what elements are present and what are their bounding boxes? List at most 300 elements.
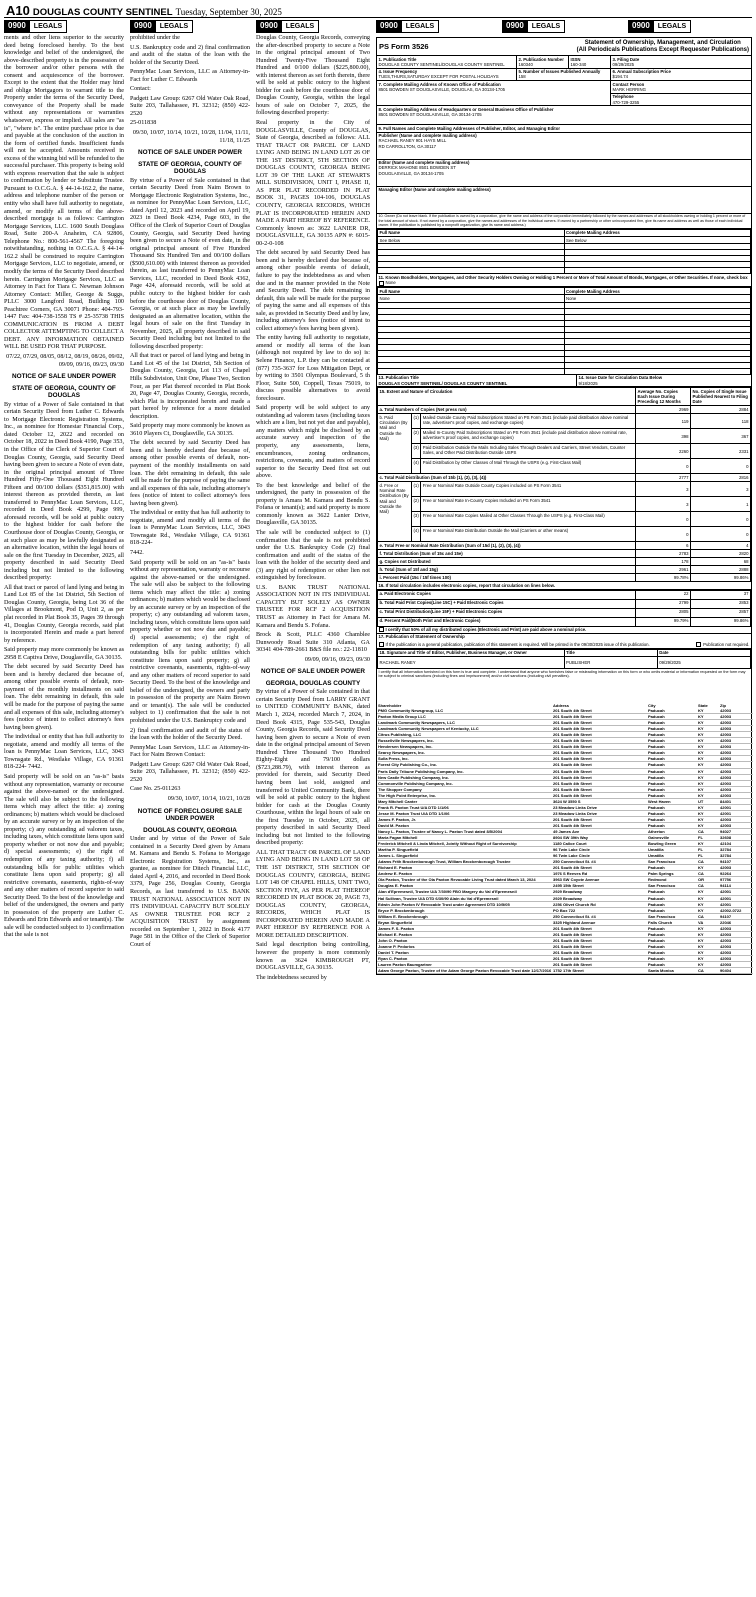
notice-paragraph: Douglas County, Georgia Records, conveying the after-described property to secure a Note in the original principal amount of Two Hundred Twenty-Five Thousand Eight Hundred and 0/100 dollars ($225,800.00), with interest thereon as set forth therein, there will be sold at public outcry to the highest bidder for cash before the courthouse door of Douglas County, Georgia, within the legal hours of sale on October 7, 2025, the following described property: [256, 35, 370, 117]
shareholder-address: 201 South 4th Street [552, 822, 647, 828]
shareholder-city: Paducah [647, 822, 697, 828]
shareholder-name: Adams Frith Brockenborough Trust, William Brockenborough Trustee [377, 859, 552, 865]
shareholder-address: 250 Connecticut St. #4 [552, 913, 647, 919]
column-heading: Address [553, 703, 570, 709]
circulation-row [378, 550, 751, 558]
circulation-row [378, 482, 751, 497]
form-subtitle: (All Periodicals Publications Except Requester Publications) [576, 46, 749, 53]
shareholder-state: KY [697, 816, 719, 822]
shareholder-city: Paducah [647, 943, 697, 949]
shareholder-state: KY [697, 768, 719, 774]
shareholder-address: 201 South 4th Street [552, 786, 647, 792]
line-label: a. Paid Electronic Copies [378, 590, 636, 599]
shareholder-zip: 94027 [719, 829, 753, 835]
single-issue-copies: 0 [691, 527, 751, 542]
shareholder-name: Citrus Publishing, LLC [377, 732, 552, 738]
shareholder-state: CA [697, 968, 719, 974]
shareholder-address: 201 South 4th Street [552, 962, 647, 968]
shareholder-zip: 42003 [719, 726, 753, 732]
shareholder-address: 201 South 4th Street [552, 756, 647, 762]
notice-paragraph: Padgett Law Group: 6267 Old Water Oak Road, Suite 203, Tallahassee, FL 32312; (850) 422-2520 [130, 761, 250, 783]
shareholder-zip: 42003 [719, 774, 753, 780]
shareholder-address: 201 South 4th Street [552, 750, 647, 756]
notice-paragraph: Said property may more commonly be known as 2958 E Captiva Drive, Douglasville, GA 30135. [4, 647, 124, 661]
shareholder-state: KY [697, 889, 719, 895]
shareholder-city: Paducah [647, 780, 697, 786]
column-text [256, 35, 370, 982]
circulation-row [378, 459, 751, 474]
notice-paragraph: The debt secured by said Security Deed has been and is hereby declared due because of, among other possible events of default, failure to pay the indebtedness as and when due and in the manner provided in the Note and Security Deed. The debt remaining in default, this sale will be made for the purpose of paying the same and all expenses of this sale, as provided in Security Deed and by law, including attorney's fees (notice of intent to collect attorney's fees having been given). [256, 250, 370, 332]
shareholder-state: KY [697, 949, 719, 955]
notice-paragraph: Said legal description being controlling, however the property is more commonly known as 3624 KIMBROUGH PT, DOUGLASVILLE, GA 30135. [256, 942, 370, 972]
shareholder-name: Hendersen Newspapers, Inc. [377, 744, 552, 750]
shareholder-city: Paducah [647, 962, 697, 968]
notice-paragraph: 25-011838 [130, 120, 157, 127]
managing-editor: Managing Editor (Name and complete mailing address) [378, 187, 491, 193]
line-label: Mailed Outside County Paid Subscriptions Stated on PS Form 3541 (include paid distribution above nominal rate, advertiser's proof copies, and exchange copies) [421, 414, 636, 429]
shareholder-state: FL [697, 853, 719, 859]
shareholder-name: James L. Singuefield [377, 853, 552, 859]
single-issue-copies: 68 [691, 558, 751, 566]
line-label: c. Total Paid Distribution (Sum of 15b (1), (2), (3), (4)) [378, 474, 636, 482]
shareholder-name: Bryce P. Brockenbrough [377, 907, 552, 913]
shareholder-address: 201 South 4th Street [552, 720, 647, 726]
shareholder-zip: 32784 [719, 853, 753, 859]
line-label: c. Total Print Distribution(Line 15F) + Paid Electronic Copies [378, 608, 636, 617]
electronic-row [378, 599, 751, 608]
shareholder-zip: 42003 [719, 732, 753, 738]
headquarters-address: 8501 BOWDEN ST DOUGLASVILLE, GA 30134-1705 [378, 112, 482, 118]
owner-name: See Below [378, 237, 565, 244]
shareholder-address: 201 South 4th Street [552, 708, 647, 714]
shareholder-name: Maria Fagan Mitchell [377, 835, 552, 841]
signer-name: RACHAEL RANEY [378, 656, 565, 668]
average-copies: 2969 [636, 406, 691, 414]
shareholder-city: Redmond [647, 877, 697, 883]
shareholder-state: KY [697, 720, 719, 726]
electronic-row [378, 608, 751, 617]
shareholder-name: David M. Paxton [377, 822, 552, 828]
run-dates: 09/30, 10/07, 10/14, 10/21, 10/28, 11/04, 11/11, 11/18, 11/25 [132, 130, 250, 144]
shareholder-zip: 42003 [719, 786, 753, 792]
average-copies: 178 [636, 558, 691, 566]
shareholder-zip: 42001 [719, 810, 753, 816]
shareholder-zip: 90404 [719, 968, 753, 974]
masthead-rule [4, 17, 752, 18]
notice-heading: NOTICE OF FORECLOSURE SALE UNDER POWER [137, 807, 243, 823]
form-number: PS Form 3526 [379, 41, 429, 51]
issn: 160-340 [570, 61, 587, 67]
shareholder-zip: 42003 [719, 780, 753, 786]
shareholder-address: 201 South 4th Street [552, 955, 647, 961]
shareholder-zip: 42003 [719, 955, 753, 961]
shareholder-name: Douglas E. Paxton [377, 883, 552, 889]
column-text [4, 35, 124, 940]
notice-paragraph: ments and other liens superior to the security deed being foreclosed hereby. To the best knowledge and belief of the undersigned, the above-described property is in the possession of the borrower and/or other persons with the consent and acquiescence of the borrower. Except to the extent that the Holder may hind and oblige Mortgagors to warrant title to the Property under the terms of the Security Deed, conveyance of the Property shall be made without any representations or warranties whatsoever, express or implied. All sales are "as is", "where is". The entire purchase price is due and payable at the conclusion of the auction in the form of certified funds. Insufficient funds will not be accepted. Amounts received in excess of the winning bid will be refunded to the successful purchaser. This property is being sold with express reservation that the sale is subject to confirmation by lender or Substitute Trustee. Pursuant to O.C.G.A. § 44-14-162.2, the name, address and telephone number of the person or entity who shall have full authority to negotiate, amend, or modify all terms of the above-described mortgage is as follows: Carrington Mortgage Services, LLC. 1600 South Douglass Road, Suite 200-A Anaheim, CA 92806, Telephone No.: 800-561-4567 The foregoing notwithstanding, nothing in O.C.G.A. § 44-14-162.2 shall be construed to require Carrington Mortgage Services, LLC to negotiate, amend, or modify the terms of the Security Deed described herein. Carrington Mortgage Services, LLC as Attorney in Fact for Tiara C. Newman Johnson Attorney Contact: Miller, George & Suggs, PLLC 3000 Langford Road, Building 100 Peachtree Corners, GA 30071 Phone: 404-793-1447 Fax: 404-738-1558 TS # 25-35738 THIS COMMUNICATION IS FROM A DEBT COLLECTOR ATTEMPTING TO COLLECT A DEBT. ANY INFORMATION OBTAINED WILL BE USED FOR THAT PURPOSE. [4, 35, 124, 351]
shareholder-name: Jesse M. Paxton Trust U/A DTD 1/1/06 [377, 810, 552, 816]
shareholder-zip: 42003 [719, 949, 753, 955]
publication-not-required-checkbox [696, 642, 701, 647]
shareholder-state: KY [697, 750, 719, 756]
shareholder-address: 2256 Olivet Church Rd [552, 901, 647, 907]
shareholder-address: 96 Twin Lake Circle [552, 847, 647, 853]
shareholder-zip: 42003 [719, 744, 753, 750]
shareholder-city: Bowling Green [647, 841, 697, 847]
single-issue-copies: 2853 [691, 599, 751, 608]
line-number: (1) [412, 414, 421, 429]
contact-person: MARK HERRING [612, 86, 646, 92]
shareholder-zip: 32608 [719, 835, 753, 841]
publication-name: DOUGLAS COUNTY SENTINEL [32, 7, 173, 18]
single-issue-copies: 4 [691, 542, 751, 550]
shareholder-zip: 32784 [719, 847, 753, 853]
shareholder-city: Paducah [647, 714, 697, 720]
shareholder-city: Paducah [647, 865, 697, 871]
circulation-row [378, 497, 751, 512]
line-number: (4) [412, 459, 421, 474]
circulation-row [378, 414, 751, 429]
notice-paragraph: Real property in the City of DOUGLASVILLE, County of DOUGLAS, State of Georgia, described as follows: ALL THAT TRACT OR PARCEL OF LAND LYING AND BEING IN LAND LOT 26 OF THE 1ST DISTRICT, 5TH SECTION OF DOUGLAS COUNTY, GEORGIA BEING LOT 39 OF THE LAKE AT STEWARTS MILL SUBDIVISION, UNIT I, PHASE II, AS PER PLAT RECORDED IN PLAT BOOK 31, PAGES 104-106, DOUGLAS COUNTY, GEORGIA RECORDS, WHICH PLAT IS INCORPORATED HEREIN AND MADE A PART HEREOF BY REFERENCE. Commonly known as: 3622 LANIER DR, DOUGLASVILLE, GA 30135 APN #: 6015-00-2-0-108 [256, 120, 370, 247]
line-label: Free or Nominal Rate Copies Mailed at Other Classes Through the USPS (e.g. First-Class Mail) [421, 512, 636, 527]
shareholder-address: 201 South 4th Street [552, 816, 647, 822]
column-heading: Shareholder [378, 703, 402, 709]
shareholder-name: Alan d'Epremesnil, Trustee U/A 7/30/90 FBO Margery du Val d'Epremesnil [377, 889, 552, 895]
shareholder-zip: 97756 [719, 877, 753, 883]
shareholder-name: Richard E. Paxton [377, 865, 552, 871]
shareholder-state: KY [697, 937, 719, 943]
shareholder-state: KY [697, 895, 719, 901]
shareholder-zip: 42003 [719, 925, 753, 931]
single-issue-copies: 367 [691, 429, 751, 444]
shareholder-city: Paducah [647, 804, 697, 810]
shareholder-state: CA [697, 829, 719, 835]
single-issue-copies: 99.86% [691, 617, 751, 626]
shareholder-address: 3624 W 3550 S [552, 798, 647, 804]
line-label: h. Total (Sum of 15f and 15g) [378, 566, 636, 574]
notice-heading: GEORGIA, DOUGLAS COUNTY [265, 679, 361, 687]
shareholder-state: VA [697, 919, 719, 925]
single-issue-copies: 2820 [691, 550, 751, 558]
shareholder-city: Paducah [647, 810, 697, 816]
column-text [130, 35, 250, 949]
shareholder-name: Commonville Publishing Company, Inc. [377, 780, 552, 786]
notice-heading: NOTICE OF SALE UNDER POWER [137, 149, 243, 157]
average-copies: 22 [636, 590, 691, 599]
shareholder-city: Paducah [647, 925, 697, 931]
line-label: g. Copies not Distributed [378, 558, 636, 566]
shareholder-state: KY [697, 810, 719, 816]
shareholder-zip: 42003 [719, 865, 753, 871]
run-dates: 07/22, 07/29, 08/05, 08/12, 08/19, 08/26, 09/02, 09/09, 09/16, 09/23, 09/30 [6, 353, 124, 368]
run-dates: 09/30, 10/07, 10/14, 10/21, 10/28 [167, 795, 250, 802]
shareholder-state: KY [697, 907, 719, 913]
notice-paragraph: By virtue of a Power of Sale contained in that certain Security Deed from LARRY GRANT to UNITED COMMUNITY BANK, dated March 1, 2024, recorded March 7, 2024, in Deed Book 4315, Page 535-543, Douglas County, Georgia Records, said Security Deed having been given to secure a Note of even date in the original principal amount of Seven Hundred Three Thousand Two Hundred Eighty-Eight and 79/100 dollars ($723,288.79), with interest thereon as provided for therein, said Security Deed having been last sold, assigned and transferred to United Community Bank, there will be sold at public outcry to the highest bidder for cash at the Douglas County Courthouse, within the legal hours of sale on the first Tuesday in October, 2025, all property described in said Security Deed including but not limited to the following described property: [256, 689, 370, 847]
shareholder-name: Nancy L. Paxton, Trustee of Nancy L. Paxton Trust dated 8/5/2004 [377, 829, 552, 835]
shareholder-zip: 94107 [719, 913, 753, 919]
average-copies: 2805 [636, 608, 691, 617]
shareholder-address: 1752 17th Street [552, 968, 647, 974]
single-issue-copies: 2888 [691, 566, 751, 574]
notice-paragraph: The debt secured by said Security Deed has been and is hereby declared due because of, among other possible events of default, non-payment of the monthly installments on said loan. The debt remaining in default, this sale will be made for the purpose of paying the same and all expenses of this sale, including attorney's fees (notice of intent to collect attorney's fees having been given). [130, 440, 250, 507]
ps-form-3526: PS Form 3526 Statement of Ownership, Management, and Circulation (All Periodicals Publications Except Requester Publications) 1. Publication Title DOUGLAS COUNTY SENTINEL/DOUGLAS COUNTY SENTINEL 2. Publication Number 160340 ISSN 160-340 3. Filing Date 09/29/2025 4. Issue Frequency TUES,THURS,SATURDAY EXCEPT FOR POSTAL HOLIDAYS 5. Number of Issues Published Annually 158 6. Annual Subscription Price $194.74 7. Complete Mailing Address of Known Office of Publication 8501 BOWDEN ST DOUGLASVILLE, DOUGLAS, GA 30134-1705 Contact Person MARK HERRING Telephone 470-729-3255 8. Complete Mailing Address of Headquarters or General Business Office of Publisher 8501 BOWDEN ST DOUGLASVILLE, GA 30134-1705 9. Full Names and Complete Mailing Addresses of Publisher, Editor, and Managing Editor Publisher (Name and complete mailing address) RACHAEL RANEY 901 HAYS MILL RD CARROLLTON, GA 30117 Editor (Name and complete mailing address) DERRICK MAHONE 8501 BOWDEN ST DOUGLASVILLE, GA 30134-1705 Managing Editor (Name and complete mailing address) 10. Owner (Do not leave blank. If the publication is owned by a corporation, give the name and address of the corporation immediately followed by the names and addresses of all stockholders owning or holding 1 percent or more of the total amount of stock. If not owned by a corporation, give the names and addresses of the individual owners. If owned by a partnership or other unincorporated firm, give its name and address as well as those of each individual owner. If the publication is published by a nonprofit organization, give its name and address.) Full Name Complete Mailing Address See Below See Below 11. Known Bondholders, Mortgagees, and Other Security Holders Owning or Holding 1 Percent or More of Total Amount of Bonds, Mortgages, or Other Securities. If none, check box None Full Name Complete Mailing Address None None 13. Publication Title DOUGLAS COUNTY SENTINEL/ DOUGLAS COUNTY SENTINEL 14. Issue Date for Circulation Data Below 9/18/2025 15. Extent and Nature of Circulation Average No. Copies Each Issue During Preceding 12 Months No. Copies of Single Issue Published Nearest to Filing Date a. Total Numbers of Copies (Net press run) 2969 2884 b. Paid Circulation (By Mail and Outside the Mail) (1) Mailed Outside County Paid Subscriptions Stated on PS Form 3541 (include paid distribution above nominal rate, advertiser's proof copies, and exchange copies) 119 118 (2) Mailed In-County Paid Subscriptions Stated on PS Form 3541 (include paid distribution above nominal rate, advertiser's proof copies, and exchange copies) 398 367 (3) Paid Distribution Outside the Mails Including Sales Through Dealers and Carriers, Street Vendors, Counter Sales, and Other Paid Distribution Outside USPS 2260 2331 (4) Paid Distribution by Other Classes of Mail Through the USPS (e.g. First-Class Mail) 0 0 c. Total Paid Distribution (Sum of 15b (1), (2), (3), (4)) 2777 2816 d. Free or Nominal Rate Distribution (By Mail and Outside the Mail) (1) Free or Nominal Rate Outside County Copies included on PS Form 3541 3 3 (2) Free or Nominal Rate In-County Copies Included on PS Form 3541 3 1 (3) Free or Nominal Rate Copies Mailed at Other Classes Through the USPS (e.g. First-Class Mail) 0 0 (4) Free or Nominal Rate Distribution Outside the Mail (Carriers or other means) 0 0 e. Total Free or Nominal Rate Distribution (Sum of 15d (1), (2), (3), (4)) 6 4 f. Total Distribution (Sum of 15c and 15e) 2783 2820 g. Copies not Distributed 178 68 h. Total (Sum of 15f and 15g) 2961 2888 i. Percent Paid (15c / 15f times 100) 99.78% 99.86% 16. If total circulation includes electronic copies, report that circulation on lines below. a. Paid Electronic Copies 22 37 b. Total Paid Print Copies(Line 15C) + Paid Electronic Copies 2799 2853 c. Total Print Distribution(Line 15F) + Paid Electronic Copies 2805 2857 d. Percent Paid(Both Print and Electronic Copies) 99.79% 99.86% I certify that 50% of all my distributed copies (Electronic and Print) are paid above a nominal price. 17. Publication of Statement of Ownership If the publication is a general publication, publication of this statement is required. Will be printed in the 09/30/2025 issue of this publication. Publication not required. 18. Signature and Title of Editor, Publisher, Business Manager, or Owner Title Date RACHAEL RANEY PUBLISHER 09/29/2025 I certify that all information furnished on this form is true and complete. I understand that anyone who furnishes false or misleading information on this form or who omits material or information requested on the form may be subject to criminal sanctions (including fines and imprisonment) and/or civil sanctions (including civil penalties). Shareholder Address City State Zip PMG Community Newsgroup, LLC 201 South 4th Street Paducah KY 42003 Paxton Media Group LLC 201 South 4th Street Paducah KY 42003 Landmark Community Newspapers, LLC 201 South 4th Street Paducah KY 42003 Landmark Community Newspapers of Kentucky, LLC 201 South 4th Street Paducah KY 42003 Citrus Publishing, LLC 201 South 4th Street Paducah KY 42003 Russellville Newspapers, Inc. 201 South 4th Street Paducah KY 42003 Hendersen Newspapers, Inc. 201 South 4th Street Paducah KY 42003 Searcy Newspapers, Inc. 201 South 4th Street Paducah KY 42003 Sulla Press, Inc. 201 South 4th Street Paducah KY 42003 Forest City Publishing Co., Inc. 201 South 4th Street Paducah KY 42003 Paris Daily Tribune Publishing Company, Inc. 201 South 4th Street Paducah KY 42003 New Castle Publishing Company, Inc. 201 South 4th Street Paducah KY 42003 Commonville Publishing Company, Inc. 201 South 4th Street Paducah KY 42003 The Shopper Company 201 South 4th Street Paducah KY 42003 The High Point Enterprise, Inc. 201 South 4th Street Paducah KY 42003 Mary Mitchell Canter 3624 W 3550 S West Haven UT 84401 Frank R. Paxton Trust U/A DTD 1/1/06 23 Meadow Links Drive Paducah KY 42001 Jesse M. Paxton Trust U/A DTD 1/1/06 23 Meadow Links Drive Paducah KY 42001 James F. Paxton, Jr. 201 South 4th Street Paducah KY 42003 David M. Paxton 201 South 4th Street Paducah KY 42003 Nancy L. Paxton, Trustee of Nancy L. Paxton Trust dated 8/5/2004 49 James Ave Atherton CA 94027 Maria Fagan Mitchell 8904 SW 39th Way Gainesville FL 32608 Frederick Mitchell & Linda Mitchell, Jointly Without Right of Survivorship 1180 Calloe Court Bowling Green KY 42104 Martha P. Singuefield 96 Twin Lake Circle Umatilla FL 32784 James L. Singuefield 96 Twin Lake Circle Umatilla FL 32784 Adams Frith Brockenborough Trust, William Brockenborough Trustee 250 Connecticut St. #4 San Francisco CA 94107 Richard E. Paxton 201 South 4th Street Paducah KY 42003 Andrew E. Paxton 1976 S Reeves Rd Palm Springs CA 92264 Ola Paxton, Trustee of the Ola Paxton Revocable Living Trust dated March 13, 2024 3963 SW Coyote Avenue Redmond OR 97756 Douglas E. Paxton 2495 15th Street San Francisco CA 94114 Alan d'Epremesnil, Trustee U/A 7/30/90 FBO Margery du Val d'Epremesnil 2929 Broadway Paducah KY 42001 Hal Sullivan, Trustee U/A DTD 6/30/90 Alain du Val d'Epremesnil 2929 Broadway Paducah KY 42001 Edwin John Paxton IV Revocable Trust under Agreement DTD 10/5/05 2256 Olivet Church Rd Paducah KY 42001 Bryce P. Brockenbrough PO Box 722 Paducah KY 42002-0722 William E. Brockenbrough 250 Connecticut St. #4 San Francisco CA 94107 Bryan Singuefield 3325 Highland Avenue Falls Church VA 22046 James F. S. Paxton 201 South 4th Street Paducah KY 42003 Michael E. Paxton 201 South 4th Street Paducah KY 42003 John O. Paxton 201 South 4th Street Paducah KY 42003 Joanne P. Pedorios 201 South 4th Street Paducah KY 42003 Daniel T. Paxton 201 South 4th Street Paducah KY 42003 Ryan C. Paxton 201 South 4th Street Paducah KY 42003 Lauren Paxton Baumgartner 201 South 4th Street Paducah KY 42003 Adam George Paxton, Trustee of the Adam George Paxton Revocable Trust date 12/17/2016 1752 17th Street Santa Monica CA 90404 [376, 37, 752, 975]
shareholder-name: Edwin John Paxton IV Revocable Trust under Agreement DTD 10/5/05 [377, 901, 552, 907]
editor: DERRICK MAHONE 8501 BOWDEN ST DOUGLASVILLE, GA 30134-1705 [378, 165, 456, 176]
notice-paragraph: prohibited under the [130, 35, 180, 41]
publication-title: DOUGLAS COUNTY SENTINEL/DOUGLAS COUNTY SENTINEL [378, 61, 505, 67]
shareholder-name: New Castle Publishing Company, Inc. [377, 774, 552, 780]
shareholder-zip: 42003 [719, 792, 753, 798]
notice-paragraph: Case No. 25-011263 [130, 786, 181, 793]
notice-paragraph: Contact: [130, 86, 151, 93]
shareholder-zip: 42003 [719, 822, 753, 828]
line-label: d. Percent Paid(Both Print and Electronic Copies) [378, 617, 636, 626]
shareholder-city: San Francisco [647, 883, 697, 889]
notice-paragraph: 2) final confirmation and audit of the status of the loan with the holder of the Security Deed. [130, 727, 250, 742]
shareholder-name: Ryan C. Paxton [377, 955, 552, 961]
shareholder-city: West Haven [647, 798, 697, 804]
shareholder-city: Paducah [647, 937, 697, 943]
shareholder-state: KY [697, 943, 719, 949]
circulation-publication-title: DOUGLAS COUNTY SENTINEL/ DOUGLAS COUNTY SENTINEL [378, 380, 508, 386]
shareholder-address: 201 South 4th Street [552, 762, 647, 768]
issue-frequency: TUES,THURS,SATURDAY EXCEPT FOR POSTAL HOLIDAYS [378, 74, 499, 80]
line-label: e. Total Free or Nominal Rate Distribution (Sum of 15d (1), (2), (3), (4)) [378, 542, 636, 550]
shareholder-state: CA [697, 859, 719, 865]
notice-paragraph: Said property will be sold on an "as-is" basis without any representation, warranty or recourse against the above-named or the undersigned. The sale will also be subject to the following items which may affect the title: a) zoning ordinances; b) matters which would be disclosed by an accurate survey or by an inspection of the property; c) any outstanding ad valorem taxes, including taxes, which constitute liens upon said property whether or not now due and payable; d) special assessments; e) the right of redemption of any taxing authority; f) all outstanding bills for public utilities which constitute liens upon said property; g) all restrictive covenants, easements, rights-of-way and any other matters of record superior to said Security Deed. To the best of the knowledge and belief of the undersigned, the owners and party in possession of the property are Naim Brown and or tenant(s). The sale will be conducted subject to 1) confirmation that the sale is not prohibited under the U.S. Bankruptcy code and [130, 559, 250, 725]
line-number: (3) [412, 512, 421, 527]
single-issue-copies: 99.86% [691, 574, 751, 582]
notice-paragraph: By virtue of a Power of Sale contained in that certain Security Deed from Naim Brown to Mortgage Electronic Registration Systems, Inc., as nominee for PennyMac Loan Services, LLC, dated April 12, 2023 and recorded on April 19, 2023 in Deed Book 4234, Page 603, in the Office of the Clerk of Superior Court of Douglas County, Georgia, said Security Deed having been given to secure a Note of even date, in the original principal amount of Five Hundred Thousand Six Hundred Ten and 00/100 dollars ($500,610.00) with interest thereon as provided therein, as last transferred to PennyMac Loan Services, LLC, recorded in Deed Book 4362, Page 424, aforesaid records, will be sold at public outcry to the highest bidder for cash before the courthouse door of Douglas County, Georgia, or at such place as may be lawfully designated as an alternative location, within the legal hours of sale on the first Tuesday in November, 2025, all property described in said Security Deed including but not limited to the following described property: [130, 177, 250, 350]
sign-date: 09/29/2025 [657, 656, 750, 668]
shareholder-address: 201 South 4th Street [552, 774, 647, 780]
column-header: 0900 LEGALS [4, 20, 124, 33]
shareholder-state: UT [697, 798, 719, 804]
shareholder-city: Paducah [647, 744, 697, 750]
form-title: Statement of Ownership, Management, and Circulation [584, 40, 741, 46]
filing-date: 09/29/2025 [612, 61, 635, 67]
circulation-group: d. Free or Nominal Rate Distribution (By Mail and Outside the Mail) [378, 482, 412, 542]
notice-paragraph: All that tract or parcel of land lying and being in Land Lot 85 of the 1st District, 5th Section of Douglas County, Georgia, being Lot 36 of the Villages at Brookmont, Pod D, Unit 2, as per plat recorded in Plat Book 35, Pages 39 through 41, Douglas County, Georgia records, said plat is incorporated Herein and made a part hereof by reference. [4, 584, 124, 644]
shareholder-name: Martha P. Singuefield [377, 847, 552, 853]
run-dates: 09/09, 09/16, 09/23, 09/30 [304, 656, 370, 663]
shareholder-address: 3963 SW Coyote Avenue [552, 877, 647, 883]
shareholder-zip: 42003 [719, 943, 753, 949]
shareholder-name: PMG Community Newsgroup, LLC [377, 708, 552, 714]
shareholder-city: Paducah [647, 889, 697, 895]
shareholder-city: Paducah [647, 738, 697, 744]
shareholder-name: Daniel T. Paxton [377, 949, 552, 955]
shareholder-address: 23 Meadow Links Drive [552, 810, 647, 816]
line-number: (4) [412, 527, 421, 542]
shareholder-state: KY [697, 865, 719, 871]
shareholder-zip: 84401 [719, 798, 753, 804]
shareholder-name: The Shopper Company [377, 786, 552, 792]
shareholder-name: Paxton Media Group LLC [377, 714, 552, 720]
circulation-row [378, 444, 751, 459]
shareholder-zip: 22046 [719, 919, 753, 925]
shareholder-zip: 42003 [719, 762, 753, 768]
notice-paragraph: Said property may more commonly be known as 3610 Players Ct, Douglasville, GA 30135. [130, 423, 250, 437]
legals-column-2 [130, 20, 250, 1593]
shareholder-state: KY [697, 744, 719, 750]
line-number: (2) [412, 429, 421, 444]
column-header: 0900 LEGALS [130, 20, 250, 33]
notice-paragraph: By virtue of a Power of Sale contained in that certain Security Deed from Luther C. Edwards to Mortgage Electronic Registration Systems, Inc., as nominee for Homestar Financial Corp., dated October 12, 2022 and recorded on October 18, 2022 in Deed Book 4190, Page 353, in the Office of the Clerk of Superior Court of Douglas County, Georgia, said Security Deed having been given to secure a Note of even date, in the original principal amount of Three Hundred Fifty-One Thousand Eight Hundred Fifteen and 00/100 dollars ($351,815.00) with interest thereon as provided therein, as last transferred to PennyMac Loan Services, LLC, recorded in Deed Book 4299, Page 999, aforesaid records, will be sold at public outcry to the highest bidder for cash before the Courthouse door of Douglas County, Georgia, or at such place as may be lawfully designated as an alternative location, within the legal hours of sale on the first Tuesday in December, 2025, all property described in said Security Deed including but not limited to the following described property: [4, 401, 124, 582]
shareholder-city: Paducah [647, 907, 697, 913]
shareholder-city: Paducah [647, 732, 697, 738]
subscription-price: $194.74 [612, 74, 629, 80]
shareholder-state: FL [697, 835, 719, 841]
line-label: Mailed In-County Paid Subscriptions Stated on PS Form 3541 (include paid distribution above nominal rate, advertiser's proof copies, and exchange copies) [421, 429, 636, 444]
average-copies: 3 [636, 482, 691, 497]
shareholder-state: KY [697, 738, 719, 744]
shareholder-city: Paducah [647, 786, 697, 792]
average-copies: 2799 [636, 599, 691, 608]
publication-number: 160340 [518, 61, 533, 67]
shareholder-state: KY [697, 955, 719, 961]
shareholder-state: KY [697, 822, 719, 828]
shareholder-state: KY [697, 841, 719, 847]
shareholder-name: Landmark Community Newspapers of Kentucky, LLC [377, 726, 552, 732]
notice-paragraph: All that tract or parcel of land lying and being in Land Lot 45 of the 1st District, 5th Section of Douglas County, Georgia, Lot 113 of Chapel Hills Subdivision, Unit One, Phase Two, Section Four, as per Plat thereof recorded in Plat Book 20, Page 47, Douglas County, Georgia, records, which Plat is incorporated herein and made a part hereof by reference for a more detailed description. [130, 353, 250, 420]
line-number: (1) [412, 482, 421, 497]
shareholder-name: William E. Brockenbrough [377, 913, 552, 919]
average-copies: 2777 [636, 474, 691, 482]
shareholder-city: Paducah [647, 756, 697, 762]
shareholder-zip: 42001 [719, 889, 753, 895]
shareholder-address: 201 South 4th Street [552, 937, 647, 943]
electronic-table [377, 590, 751, 627]
notice-paragraph: U.S. BANK TRUST NATIONAL ASSOCIATION NOT IN ITS INDIVIDUAL CAPACITY BUT SOLELY AS OWNER TRUSTEE FOR RCF 2 ACQUISITION TRUST as Attorney in Fact for Amara M. Kamara and Bendu S. Fofana. [256, 584, 370, 629]
shareholder-name: John O. Paxton [377, 937, 552, 943]
shareholder-state: FL [697, 847, 719, 853]
shareholder-zip: 42003 [719, 931, 753, 937]
shareholder-state: KY [697, 962, 719, 968]
shareholder-zip: 42003 [719, 756, 753, 762]
shareholder-state: CA [697, 883, 719, 889]
shareholder-city: San Francisco [647, 859, 697, 865]
single-issue-copies: 0 [691, 459, 751, 474]
average-copies: 2961 [636, 566, 691, 574]
notice-paragraph: The debt secured by said Security Deed has been and is hereby declared due because of, among other possible events of default, non-payment of the monthly installments on said loan. The debt remaining in default, this sale will be made for the purpose of paying the same and all expenses of this sale, including attorney's fees (notice of intent to collect attorney's fees having been given). [4, 664, 124, 731]
single-issue-copies: 2331 [691, 444, 751, 459]
single-issue-copies: 0 [691, 512, 751, 527]
shareholder-address: 201 South 4th Street [552, 726, 647, 732]
shareholder-name: The High Point Enterprise, Inc. [377, 792, 552, 798]
shareholder-state: KY [697, 786, 719, 792]
notice-heading: STATE OF GEORGIA, COUNTY OF DOUGLAS [12, 384, 116, 400]
shareholder-row [377, 968, 753, 974]
shareholder-zip: 42003 [719, 962, 753, 968]
average-copies: 398 [636, 429, 691, 444]
average-copies: 0 [636, 527, 691, 542]
office-address: 8501 BOWDEN ST DOUGLASVILLE, DOUGLAS, GA 30134-1705 [378, 86, 505, 92]
notice-paragraph: Under and by virtue of the Power of Sale contained in a Security Deed given by Amara M. Kamara and Bendu S. Fofana to Mortgage Electronic Registration Systems, Inc., as grantee, as nominee for Ditech Financial LLC, dated April 4, 2016, and recorded in Deed Book 3379, Page 256, Douglas County, Georgia Records, as last transferred to U.S. BANK TRUST NATIONAL ASSOCIATION NOT IN ITS INDIVIDUAL CAPACITY BUT SOLELY AS OWNER TRUSTEE FOR RCF 2 ACQUISITION TRUST by assignment recorded on September 1, 2022 in Book 4177 Page 581 in the Office of the Clerk of Superior Court of [130, 836, 250, 948]
shareholder-name: Michael E. Paxton [377, 931, 552, 937]
column-header: 0900 LEGALS [502, 20, 565, 33]
shareholder-name: Russellville Newspapers, Inc. [377, 738, 552, 744]
shareholder-city: Santa Monica [647, 968, 697, 974]
shareholder-state: KY [697, 714, 719, 720]
shareholder-state: CA [697, 913, 719, 919]
shareholder-zip: 42003 [719, 816, 753, 822]
shareholder-name: Ola Paxton, Trustee of the Ola Paxton Revocable Living Trust dated March 13, 2024 [377, 877, 552, 883]
shareholder-address: 1180 Calloe Court [552, 841, 647, 847]
notice-paragraph: The individual or entity that has full authority to negotiate, amend and modify all terms of the loan is PennyMac Loan Services, LLC, 3043 Townsgate Rd., Westlake Village, CA 91361 818-224- 7442. [4, 734, 124, 771]
shareholder-name: Forest City Publishing Co., Inc. [377, 762, 552, 768]
shareholder-city: Gainesville [647, 835, 697, 841]
shareholder-address: 201 South 4th Street [552, 865, 647, 871]
shareholder-address: 201 South 4th Street [552, 949, 647, 955]
owner-address: See Below [564, 237, 751, 244]
shareholder-name: Adam George Paxton, Trustee of the Adam George Paxton Revocable Trust date 12/17/2016 [378, 968, 552, 974]
shareholder-state: KY [697, 804, 719, 810]
shareholder-state: CA [697, 871, 719, 877]
shareholder-name: Frederick Mitchell & Linda Mitchell, Jointly Without Right of Survivorship [377, 841, 552, 847]
shareholder-zip: 42003 [719, 937, 753, 943]
cert-checkbox [379, 627, 384, 632]
notice-paragraph: The entity having full authority to negotiate, amend or modify all terms of the loan (although not required by law to do so) is: Selene Finance, L.P. they can be contacted at (877) 735-3637 for Loss Mitigation Dept, or by writing to 3501 Olympus Boulevard, 5 th Floor, Suite 500, Coppell, Texas 75019, to discuss possible alternatives to avoid foreclosure. [256, 335, 370, 402]
shareholder-address: 250 Connecticut St. #4 [552, 859, 647, 865]
shareholder-address: 3325 Highland Avenue [552, 919, 647, 925]
shareholder-address: 49 James Ave [552, 829, 647, 835]
single-issue-copies: 2816 [691, 474, 751, 482]
line-label: i. Percent Paid (15c / 15f times 100) [378, 574, 636, 582]
publication-required-checkbox [379, 642, 384, 647]
average-copies: 0 [636, 459, 691, 474]
shareholder-address: 2929 Broadway [552, 889, 647, 895]
circulation-row [378, 474, 751, 482]
notice-paragraph: ALL THAT TRACT OR PARCEL OF LAND LYING AND BEING IN LAND LOT 58 OF THE 1ST DISTRICT, 5TH SECTION OF DOUGLAS COUNTY, GEORGIA, BEING LOT 148 OF CHAPEL HILLS, UNIT TWO, SECTION FIVE, AS PER PLAT THEREOF RECORDED IN PLAT BOOK 20, PAGE 73, DOUGLAS COUNTY, GEORGIA, RECORDS, WHICH PLAT IS INCORPORATED HEREIN AND MADE A PART HEREOF BY REFERENCE FOR A MORE DETAILED DESCRIPTION. [256, 849, 370, 939]
shareholder-state: KY [697, 901, 719, 907]
circulation-row [378, 558, 751, 566]
circulation-table: 15. Extent and Nature of Circulation Average No. Copies Each Issue During Preceding 12 Months No. Copies of Single Issue Published Nearest to Filing Date a. Total Numbers of Copies (Net press run) 2969 2884 b. Paid Circulation (By Mail and Outside the Mail) (1) Mailed Outside County Paid Subscriptions Stated on PS Form 3541 (include paid distribution above nominal rate, advertiser's proof copies, and exchange copies) 119 118 (2) Mailed In-County Paid Subscriptions Stated on PS Form 3541 (include paid distribution above nominal rate, advertiser's proof copies, and exchange copies) 398 367 (3) Paid Distribution Outside the Mails Including Sales Through Dealers and Carriers, Street Vendors, Counter Sales, and Other Paid Distribution Outside USPS 2260 2331 (4) Paid Distribution by Other Classes of Mail Through the USPS (e.g. First-Class Mail) 0 0 c. Total Paid Distribution (Sum of 15b (1), (2), (3), (4)) 2777 2816 d. Free or Nominal Rate Distribution (By Mail and Outside the Mail) (1) Free or Nominal Rate Outside County Copies included on PS Form 3541 3 3 (2) Free or Nominal Rate In-County Copies Included on PS Form 3541 3 1 (3) Free or Nominal Rate Copies Mailed at Other Classes Through the USPS (e.g. First-Class Mail) 0 0 (4) Free or Nominal Rate Distribution Outside the Mail (Carriers or other means) 0 0 e. Total Free or Nominal Rate Distribution (Sum of 15d (1), (2), (3), (4)) 6 4 f. Total Distribution (Sum of 15c and 15e) 2783 2820 g. Copies not Distributed 178 68 h. Total (Sum of 15f and 15g) 2961 2888 i. Percent Paid (15c / 15f times 100) 99.78% 99.86% [379, 388, 749, 581]
shareholder-state: KY [697, 762, 719, 768]
shareholder-address: 201 South 4th Street [552, 931, 647, 937]
notice-paragraph: Said property will be sold on an "as-is" basis without any representation, warranty or recourse against the above-named or the undersigned. The sale will also be subject to the following items which may affect the title: a) zoning ordinances; b) matters which would be disclosed by an accurate survey or by an inspection of the property; c) any outstanding ad valorem taxes, including taxes, which constitute liens upon said property whether or not now due and payable; d) special assessments; e) the right of redemption of any taxing authority; f) all outstanding bills for public utilities which constitute liens upon said property; g) all restrictive covenants, easements, rights-of-way and any other matters of record superior to said Security Deed. To the best of the knowledge and belief of the undersigned, the owners and party in possession of the property are Luther C. Edwards and Erin Edwards and or tenant(s). The sale will be conducted subject to 1) confirmation that the sale is not [4, 773, 124, 939]
shareholder-city: Paducah [647, 901, 697, 907]
notice-paragraph: PennyMac Loan Services, LLC as Attorney-in-Fact for Naim Brown Contact: [130, 744, 250, 759]
average-copies: 119 [636, 414, 691, 429]
notice-paragraph: PennyMac Loan Services, LLC as Attorney-in-Fact for Luther C. Edwards [130, 69, 250, 83]
line-label: Free or Nominal Rate In-County Copies Included on PS Form 3541 [421, 497, 636, 512]
notice-heading: NOTICE OF SALE UNDER POWER [11, 373, 117, 381]
shareholder-state: OR [697, 877, 719, 883]
line-label: f. Total Distribution (Sum of 15c and 15e) [378, 550, 636, 558]
notice-paragraph: Said property will be sold subject to any outstanding ad valorem taxes (including taxes which are a lien, but not yet due and payable), any matters which might be disclosed by an accurate survey and inspection of the property, any assessments, liens, encumbrances, zoning ordinances, restrictions, covenants, and matters of record superior to the Security Deed first set out above. [256, 405, 370, 480]
average-copies: 3 [636, 497, 691, 512]
circulation-row [378, 527, 751, 542]
shareholder-address: 201 South 4th Street [552, 792, 647, 798]
notice-heading: DOUGLAS COUNTY, GEORGIA [143, 826, 237, 834]
shareholder-city: Palm Springs [647, 871, 697, 877]
shareholder-city: Paducah [647, 768, 697, 774]
shareholder-city: San Francisco [647, 913, 697, 919]
shareholder-name: Joanne P. Pedorios [377, 943, 552, 949]
average-copies: 2783 [636, 550, 691, 558]
shareholder-city: Paducah [647, 955, 697, 961]
average-copies: 6 [636, 542, 691, 550]
single-issue-copies: 37 [691, 590, 751, 599]
shareholder-zip: 42003 [719, 750, 753, 756]
shareholder-name: Paris Daily Tribune Publishing Company, Inc. [377, 768, 552, 774]
shareholder-address: 201 South 4th Street [552, 925, 647, 931]
circulation-issue-date: 9/18/2025 [578, 380, 598, 386]
shareholder-city: Paducah [647, 774, 697, 780]
shareholder-zip: 42001 [719, 804, 753, 810]
none-checkbox [379, 281, 384, 286]
bondholder-table: Full Name Complete Mailing Address None None [377, 287, 751, 375]
